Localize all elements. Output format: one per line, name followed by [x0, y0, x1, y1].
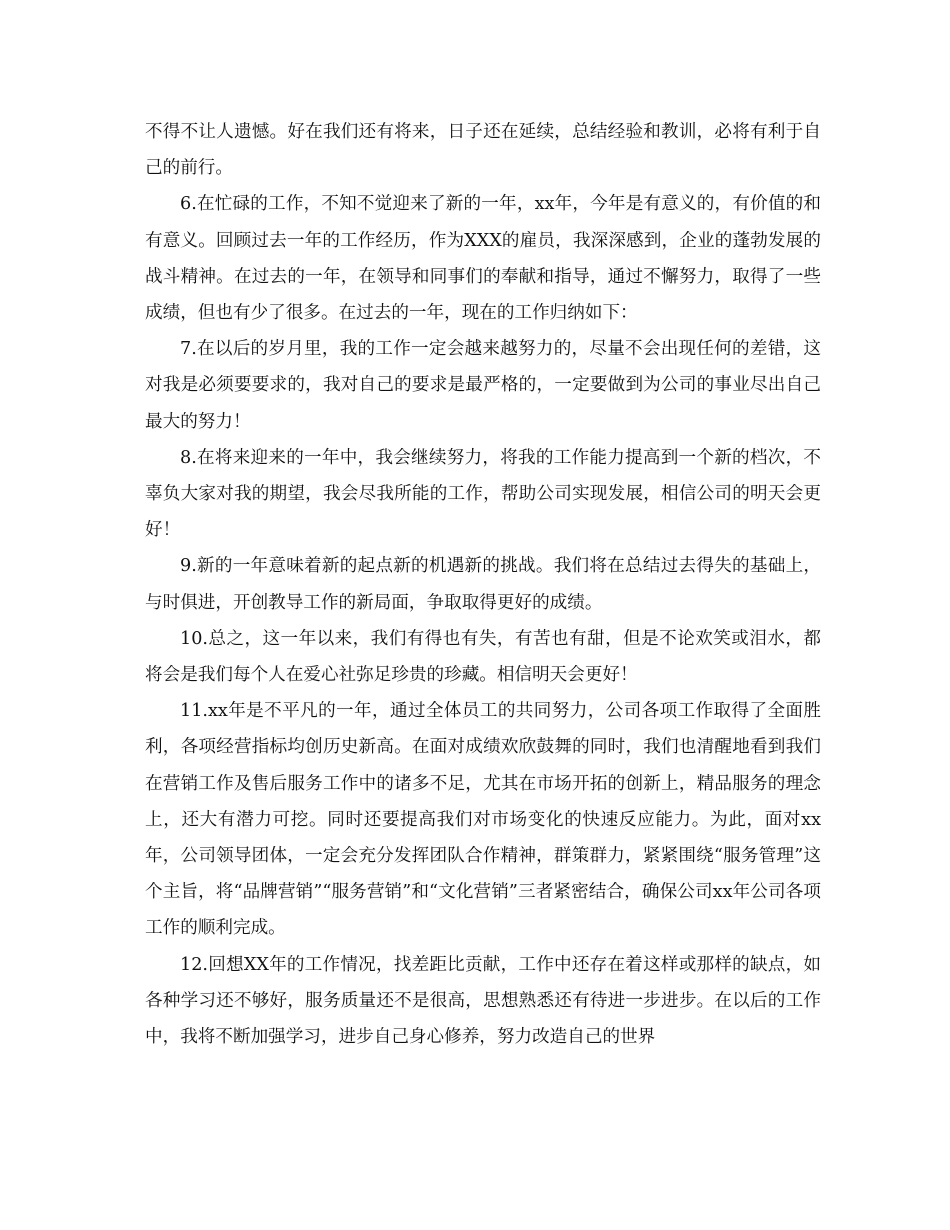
paragraph-item-11: 11.xx年是不平凡的一年，通过全体员工的共同努力，公司各项工作取得了全面胜利，各项经营指标均创历史新高。在面对成绩欢欣鼓舞的同时，我们也清醒地看到我们在营销工作及售后服务工作中的诸多不足，尤其在市场开拓的创新上，精品服务的理念上，还大有潜力可挖。同时还要提高我们对市场变化的快速反应能力。为此，面对xx年，公司领导团体，一定会充分发挥团队合作精神，群策群力，紧紧围绕“服务管理”这个主旨，将“品牌营销”“服务营销”和“文化营销”三者紧密结合，确保公司xx年公司各项工作的顺利完成。 [145, 701, 821, 939]
paragraph-item-7: 7.在以后的岁月里，我的工作一定会越来越努力的，尽量不会出现任何的差错，这对我是必须要要求的，我对自己的要求是最严格的，一定要做到为公司的事业尽出自己最大的努力！ [145, 339, 821, 432]
paragraph-item-12: 12.回想XX年的工作情况，找差距比贡献，工作中还存在着这样或那样的缺点，如各种学习还不够好，服务质量还不是很高，思想熟悉还有待进一步进步。在以后的工作中，我将不断加强学习，进步自己身心修养，努力改造自己的世界 [145, 954, 821, 1048]
paragraph-item-10: 10.总之，这一年以来，我们有得也有失，有苦也有甜，但是不论欢笑或泪水，都将会是我们每个人在爱心社弥足珍贵的珍藏。相信明天会更好！ [145, 628, 821, 686]
paragraph-item-8: 8.在将来迎来的一年中，我会继续努力，将我的工作能力提高到一个新的档次，不辜负大家对我的期望，我会尽我所能的工作，帮助公司实现发展，相信公司的明天会更好！ [145, 447, 821, 541]
document-body [145, 114, 821, 1055]
paragraph-item-6: 6.在忙碌的工作，不知不觉迎来了新的一年，xx年，今年是有意义的，有价值的和有意义。回顾过去一年的工作经历，作为XXX的雇员，我深深感到，企业的蓬勃发展的战斗精神。在过去的一年，在领导和同事们的奉献和指导，通过不懈努力，取得了一些成绩，但也有少了很多。在过去的一年，现在的工作归纳如下： [145, 194, 821, 324]
paragraph-continuation: 不得不让人遗憾。好在我们还有将来，日子还在延续，总结经验和教训，必将有利于自己的前行。 [145, 122, 821, 179]
paragraph-item-9: 9.新的一年意味着新的起点新的机遇新的挑战。我们将在总结过去得失的基础上，与时俱进，开创教导工作的新局面，争取取得更好的成绩。 [145, 556, 821, 613]
